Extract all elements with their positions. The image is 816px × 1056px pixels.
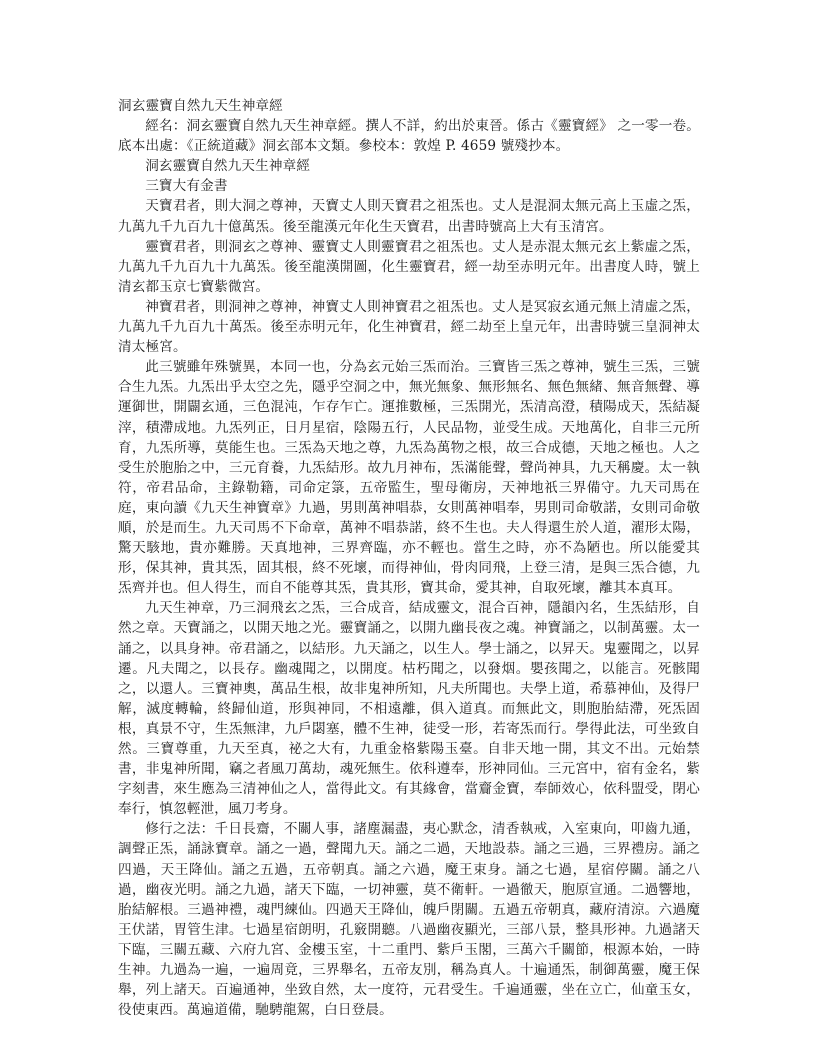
paragraph-shenbao-jun: 神寶君者，則洞神之尊神，神寶丈人則神寶君之祖炁也。丈人是冥寂玄通元無上清虛之炁，九萬九千九百九十萬炁。後至赤明元年，化生神寶君，經二劫至上皇元年，出書時號三皇洞神太清太極宮。 (118, 298, 700, 356)
paragraph-jiutian-shengshen-zhang: 九天生神章，乃三洞飛玄之炁，三合成音，結成靈文，混合百神，隱韻內名，生炁結形，自然之章。天寶誦之，以開天地之光。靈寶誦之，以開九幽長夜之魂。神寶誦之，以制萬靈。太一誦之，以具身神。帝君誦之，以結形。九天誦之，以生人。學士誦之，以昇天。鬼靈聞之，以昇遷。凡夫聞之，以長存。幽魂聞之，以開度。枯朽聞之，以發烟。嬰孩聞之，以能言。死骸聞之，以還人。三寶神奧，萬品生根，故非鬼神所知，凡夫所聞也。夫學上道，希慕神仙，及得尸解，滅度轉輪，終歸仙道，形與神同，不相遠離，俱入道真。而無此文，則胞胎結滯，死炁固根，真景不守，生炁無津，九戶閟塞，體不生神，徒受一形，若寄炁而行。學得此法，可坐致自然。三寶尊重，九天至真，祕之大有，九重金格紫陽玉臺。自非天地一開，其文不出。元始禁書，非鬼神所聞，竊之者風刀萬劫，魂死無生。依科遵奉，形神同仙。三元宮中，宿有金名，紫字刻書，來生應為三清神仙之人，當得此文。有其緣會，當齎金寶，奉師效心，依科盟受，閉心奉行，慎忽輕泄，風刀考身。 (118, 600, 700, 818)
paragraph-tianbao-jun: 天寶君者，則大洞之尊神，天寶丈人則天寶君之祖炁也。丈人是混洞太無元高上玉虛之炁，九萬九千九百九十億萬炁。後至龍漢元年化生天寶君，出書時號高上大有玉清宮。 (118, 198, 700, 235)
paragraph-three-titles: 此三號雖年殊號異，本同一也，分為玄元始三炁而治。三寶皆三炁之尊神，號生三炁，三號合生九炁。九炁出乎太空之先，隱乎空洞之中，無光無象、無形無名、無色無緒、無音無聲、導運御世，開闢玄通，三色混沌，乍存乍亡。運推數極，三炁開光，炁清高澄，積陽成天，炁結凝滓，積滯成地。九炁列正，日月星宿，陰陽五行，人民品物，並受生成。天地萬化，自非三元所育，九炁所導，莫能生也。三炁為天地之尊，九炁為萬物之根，故三合成德，天地之極也。人之受生於胞胎之中，三元育養，九炁結形。故九月神布，炁滿能聲，聲尚神具，九天稱慶。太一執符，帝君品命，主錄勒籍，司命定箓，五帝監生，聖母衛房，天神地祇三界備守。九天司馬在庭，東向讀《九天生神寶章》九過，男則萬神唱恭，女則萬神唱奉，男則司命敬諾，女則司命敬順，於是而生。九天司馬不下命章，萬神不唱恭諾，終不生也。夫人得還生於人道，濯形太陽，驚天駭地，貴亦難勝。天真地神，三界齊臨，亦不輕也。當生之時，亦不為陋也。所以能愛其形，保其神，貴其炁，固其根，終不死壞，而得神仙，骨肉同飛，上登三清，是與三炁合德，九炁齊并也。但人得生，而自不能尊其炁，貴其形，寶其命，愛其神，自取死壞，離其本真耳。 (118, 359, 700, 597)
paragraph-lingbao-jun: 靈寶君者，則洞玄之尊神、靈寶丈人則靈寶君之祖炁也。丈人是赤混太無元玄上紫虛之炁，九萬九千九百九十九萬炁。後至龍漢開圖，化生靈寶君，經一劫至赤明元年。出書度人時，號上清玄都玉京七寶紫微宮。 (118, 238, 700, 295)
document-title: 洞玄靈寶自然九天生神章經 (118, 98, 283, 114)
section-heading-sanbao-dayou-jinshu: 三寶大有金書 (145, 178, 228, 195)
inner-title-heading: 洞玄靈寶自然九天生神章經 (145, 158, 311, 175)
bibliographic-note: 經名：洞玄靈寶自然九天生神章經。撰人不詳，約出於東晉。係古《靈寶經》 之一零一卷。底本出處：《正統道藏》洞玄部本文類。參校本：敦煌 P. 4659 號殘抄本。 (118, 118, 700, 155)
paragraph-cultivation-method: 修行之法：千日長齋，不關人事，諸塵漏盡，夷心默念，清香執戒，入室東向，叩齒九通，調聲正炁，誦詠寶章。誦之一過，聲聞九天。誦之二過，天地設恭。誦之三過，三界禮房。誦之四過，天王降仙。誦之五過，五帝朝真。誦之六過，魔王束身。誦之七過，星宿停關。誦之八過，幽夜光明。誦之九過，諸天下臨，一切神靈，莫不衛軒。一過徹天，胞原宣通。二過響地，胎結解根。三過神禮，魂門練仙。四過天王降仙，魄戶閉關。五過五帝朝真，藏府清涼。六過魔王伏諾，胃管生津。七過星宿朗明，孔竅開聽。八過幽夜顯光，三部八景，整具形神。九過諸天下臨，三關五藏、六府九宮、金樓玉室，十二重門、紫戶玉閣，三萬六千關節，根源本始，一時生神。九過為一遍，一遍周竟，三界舉名，五帝友別，稱為真人。十遍通炁，制御萬靈，魔王保舉，列上諸天。百遍通神，坐致自然，太一度符，元君受生。千遍通靈，坐在立亡，仙童玉女，役使東西。萬遍道備，馳騁龍駕，白日登晨。 (118, 821, 700, 1019)
document-body (118, 96, 700, 1020)
